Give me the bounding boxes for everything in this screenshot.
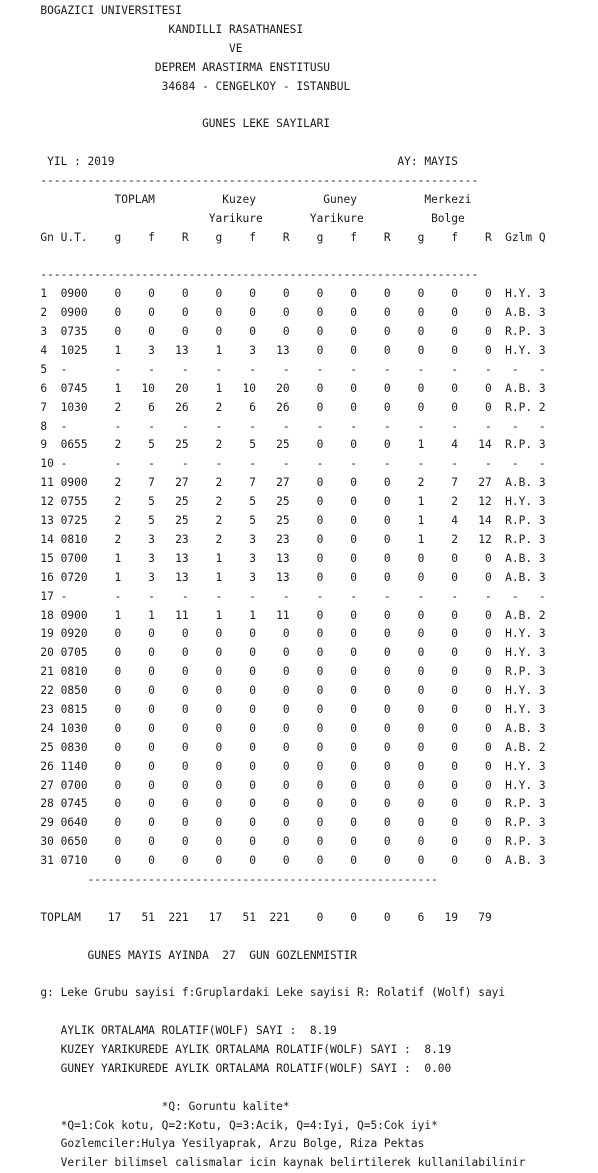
separator-line: -----------------------------------------------------------------: [0, 268, 479, 282]
monthly-average-line: AYLIK ORTALAMA ROLATIF(WOLF) SAYI : 8.19: [0, 1024, 337, 1038]
blank-line: [0, 96, 598, 115]
table-row: 17 - - - - - - - - - - - - - - -: [0, 589, 546, 603]
table-row: 13 0725 2 5 25 2 5 25 0 0 0 1 4 14 R.P. 3: [0, 514, 546, 528]
table-row: 16 0720 1 3 13 1 3 13 0 0 0 0 0 0 A.B. 3: [0, 570, 546, 584]
table-row: 18 0900 1 1 11 1 1 11 0 0 0 0 0 0 A.B. 2: [0, 608, 546, 622]
table-row: 10 - - - - - - - - - - - - - - -: [0, 457, 546, 471]
institution-name: BOGAZICI UNIVERSITESI: [0, 4, 182, 17]
table-row: 24 1030 0 0 0 0 0 0 0 0 0 0 0 0 A.B. 3: [0, 721, 546, 735]
table-row: 29 0640 0 0 0 0 0 0 0 0 0 0 0 0 R.P. 3: [0, 816, 546, 830]
table-row: 20 0705 0 0 0 0 0 0 0 0 0 0 0 0 H.Y. 3: [0, 646, 546, 660]
usage-note: Veriler bilimsel calismalar icin kaynak belirtilerek kullanilabilinir: [0, 1156, 526, 1170]
table-row: 27 0700 0 0 0 0 0 0 0 0 0 0 0 0 H.Y. 3: [0, 778, 546, 792]
subgroup-header-line: Yarikure Yarikure Bolge: [0, 211, 465, 225]
table-row: 12 0755 2 5 25 2 5 25 0 0 0 1 2 12 H.Y. 3: [0, 495, 546, 509]
north-average-line: KUZEY YARIKUREDE AYLIK ORTALAMA ROLATIF(WOLF) SAYI : 8.19: [0, 1042, 452, 1056]
table-row: 9 0655 2 5 25 2 5 25 0 0 0 1 4 14 R.P. 3: [0, 438, 546, 452]
table-row: 8 - - - - - - - - - - - - - - -: [0, 419, 546, 433]
blank-line: [0, 248, 598, 267]
table-row: 6 0745 1 10 20 1 10 20 0 0 0 0 0 0 A.B. 3: [0, 381, 546, 395]
blank-line: [0, 1079, 598, 1098]
quality-scale: *Q=1:Cok kotu, Q=2:Kotu, Q=3:Acik, Q=4:Iyi, Q=5:Cok iyi*: [0, 1118, 438, 1132]
header-conjunction: VE: [0, 41, 243, 55]
table-row: 23 0815 0 0 0 0 0 0 0 0 0 0 0 0 H.Y. 3: [0, 702, 546, 716]
observed-days-line: GUNES MAYIS AYINDA 27 GUN GOZLENMISTIR: [0, 948, 357, 962]
separator-line: -----------------------------------------------------------------: [0, 174, 479, 188]
table-row: 25 0830 0 0 0 0 0 0 0 0 0 0 0 0 A.B. 2: [0, 740, 546, 754]
totals-row: TOPLAM 17 51 221 17 51 221 0 0 0 6 19 79: [0, 910, 492, 924]
blank-line: [0, 1003, 598, 1022]
table-row: 21 0810 0 0 0 0 0 0 0 0 0 0 0 0 R.P. 3: [0, 665, 546, 679]
totals-separator: ----------------------------------------------------: [0, 872, 438, 886]
quality-title: *Q: Goruntu kalite*: [0, 1099, 290, 1113]
year-month-line: YIL : 2019 AY: MAYIS: [0, 155, 459, 169]
table-row: 1 0900 0 0 0 0 0 0 0 0 0 0 0 0 H.Y. 3: [0, 287, 546, 301]
blank-line: [0, 965, 598, 984]
south-average-line: GUNEY YARIKUREDE AYLIK ORTALAMA ROLATIF(WOLF) SAYI : 0.00: [0, 1061, 452, 1075]
observers-line: Gozlemciler:Hulya Yesilyaprak, Arzu Bolge, Riza Pektas: [0, 1137, 425, 1151]
table-row: 31 0710 0 0 0 0 0 0 0 0 0 0 0 0 A.B. 3: [0, 854, 546, 868]
blank-line: [0, 928, 598, 947]
table-row: 19 0920 0 0 0 0 0 0 0 0 0 0 0 0 H.Y. 3: [0, 627, 546, 641]
table-row: 4 1025 1 3 13 1 3 13 0 0 0 0 0 0 H.Y. 3: [0, 344, 546, 358]
table-row: 14 0810 2 3 23 2 3 23 0 0 0 1 2 12 R.P. 3: [0, 532, 546, 546]
observatory-name: KANDILLI RASATHANESI: [0, 22, 304, 36]
group-header-line: TOPLAM Kuzey Guney Merkezi: [0, 192, 472, 206]
table-row: 2 0900 0 0 0 0 0 0 0 0 0 0 0 0 A.B. 3: [0, 306, 546, 320]
table-row: 3 0735 0 0 0 0 0 0 0 0 0 0 0 0 R.P. 3: [0, 325, 546, 339]
blank-line: [0, 134, 598, 153]
table-row: 30 0650 0 0 0 0 0 0 0 0 0 0 0 0 R.P. 3: [0, 835, 546, 849]
address-line: 34684 - CENGELKOY - ISTANBUL: [0, 79, 351, 93]
table-row: 7 1030 2 6 26 2 6 26 0 0 0 0 0 0 R.P. 2: [0, 400, 546, 414]
table-row: 11 0900 2 7 27 2 7 27 0 0 0 2 7 27 A.B. 3: [0, 476, 546, 490]
table-row: 5 - - - - - - - - - - - - - - -: [0, 362, 546, 376]
column-header-line: Gn U.T. g f R g f R g f R g f R Gzlm Q: [0, 230, 546, 244]
legend-line: g: Leke Grubu sayisi f:Gruplardaki Leke sayisi R: Rolatif (Wolf) sayi: [0, 986, 506, 1000]
blank-line: [0, 890, 598, 909]
table-row: 28 0745 0 0 0 0 0 0 0 0 0 0 0 0 R.P. 3: [0, 797, 546, 811]
table-row: 22 0850 0 0 0 0 0 0 0 0 0 0 0 0 H.Y. 3: [0, 684, 546, 698]
report-title: GUNES LEKE SAYILARI: [0, 117, 331, 131]
table-row: 26 1140 0 0 0 0 0 0 0 0 0 0 0 0 H.Y. 3: [0, 759, 546, 773]
institute-name: DEPREM ARASTIRMA ENSTITUSU: [0, 60, 331, 74]
table-row: 15 0700 1 3 13 1 3 13 0 0 0 0 0 0 A.B. 3: [0, 551, 546, 565]
